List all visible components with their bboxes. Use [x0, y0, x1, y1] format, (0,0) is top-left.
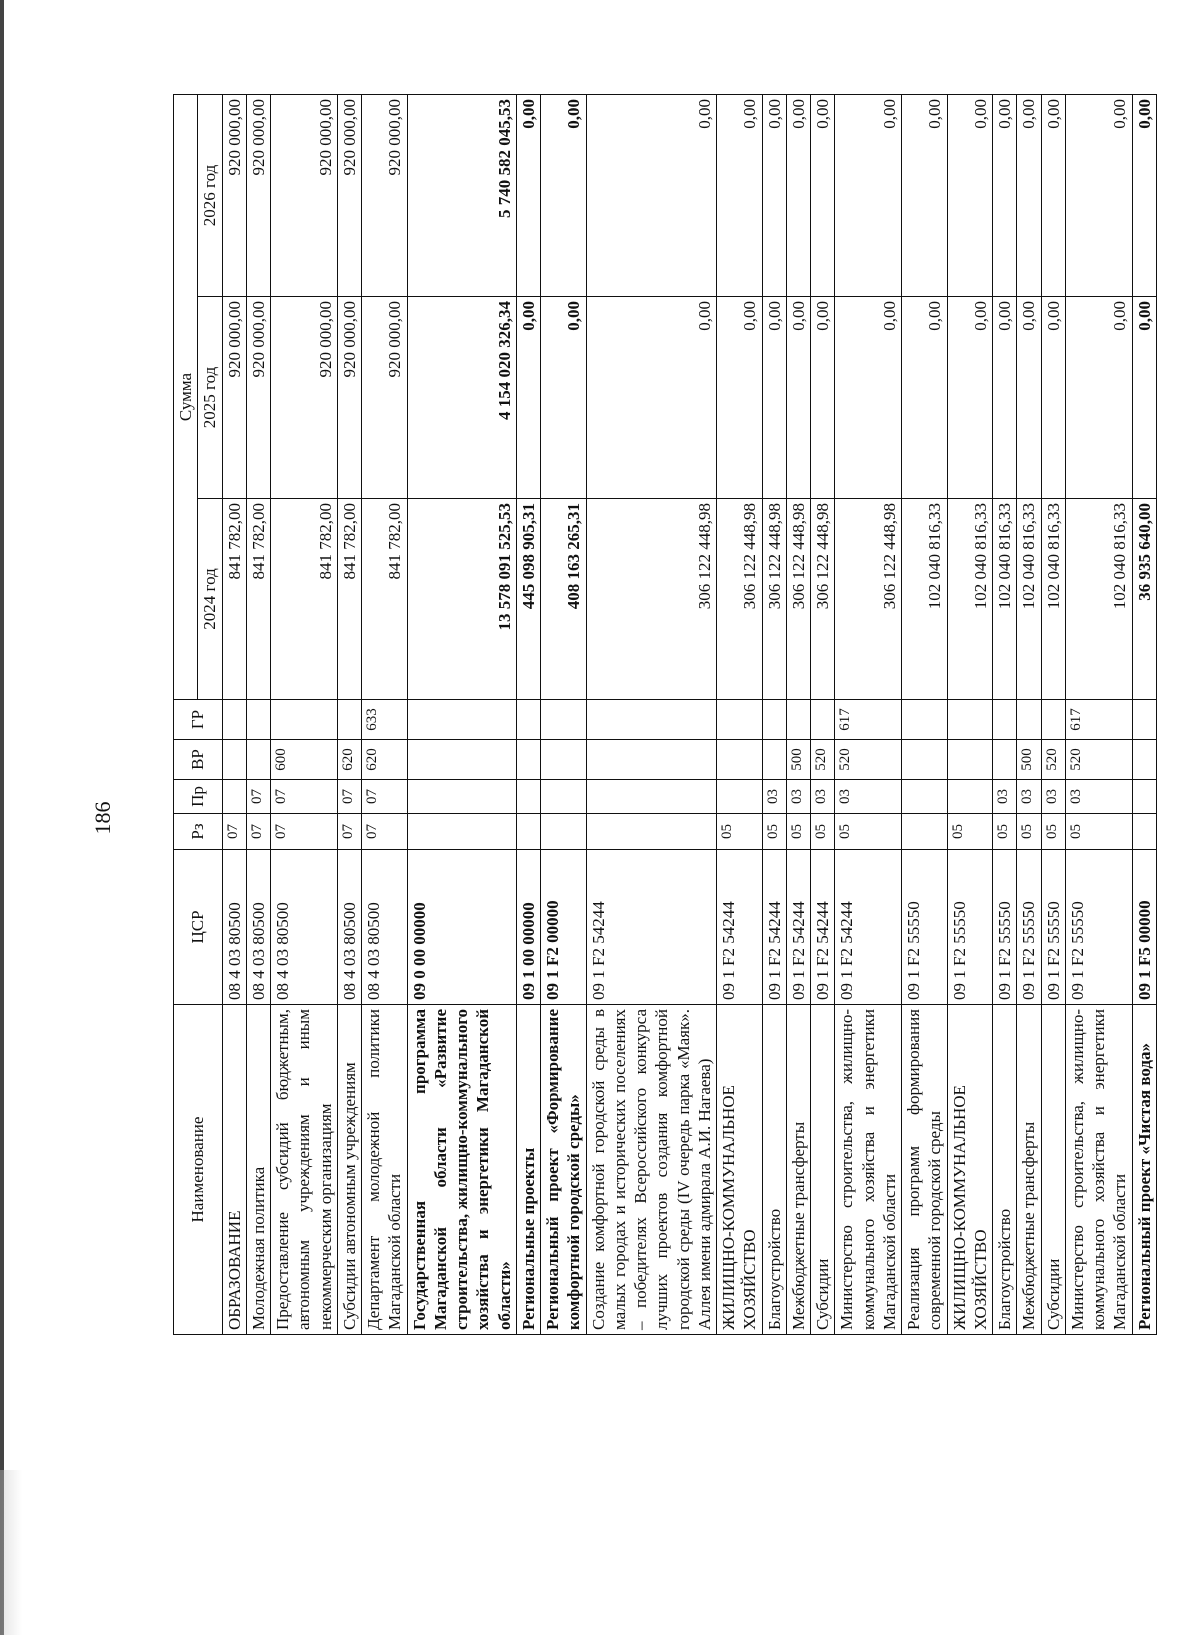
cell-pr: 07	[271, 780, 338, 814]
header-sum: Сумма	[174, 95, 198, 700]
rotated-table-wrapper	[173, 95, 1157, 1335]
cell-gr	[717, 700, 763, 740]
cell-vr	[1132, 740, 1156, 780]
cell-2025: 0,00	[1041, 297, 1065, 499]
header-2025: 2025 год	[198, 297, 222, 499]
cell-gr	[1041, 700, 1065, 740]
cell-2026: 920 000,00	[222, 95, 246, 297]
table-row	[222, 95, 246, 1335]
cell-vr	[993, 740, 1017, 780]
cell-vr	[516, 740, 540, 780]
cell-gr	[902, 700, 948, 740]
table-row	[762, 95, 786, 1335]
cell-name: Региональный проект «Чистая вода»	[1132, 1005, 1156, 1335]
cell-name: Создание комфортной городской среды в малых городах и исторических поселениях – победителях Всероссийского конкурса лучших проектов создания комфортной городской среды (IV очередь парка «Маяк». Аллея имени адмирала А.И. Нагаева)	[586, 1005, 717, 1335]
cell-2024: 102 040 816,33	[1041, 499, 1065, 700]
cell-rz: 05	[762, 814, 786, 850]
cell-2024: 102 040 816,33	[947, 499, 993, 700]
cell-pr: 03	[1017, 780, 1041, 814]
table-row	[586, 95, 717, 1335]
cell-2024: 102 040 816,33	[1017, 499, 1041, 700]
cell-vr: 500	[1017, 740, 1041, 780]
cell-name: Реализация программ формирования современной городской среды	[902, 1005, 948, 1335]
cell-gr	[541, 700, 587, 740]
cell-csr: 08 4 03 80500	[271, 850, 338, 1005]
cell-2024: 13 578 091 525,53	[407, 499, 516, 700]
cell-name: Молодежная политика	[246, 1005, 270, 1335]
cell-2025: 0,00	[516, 297, 540, 499]
cell-pr: 07	[362, 780, 408, 814]
table-row	[541, 95, 587, 1335]
cell-csr: 09 1 F2 55550	[902, 850, 948, 1005]
cell-csr: 09 1 F5 00000	[1132, 850, 1156, 1005]
cell-2024: 306 122 448,98	[717, 499, 763, 700]
table-row	[717, 95, 763, 1335]
cell-2026: 0,00	[993, 95, 1017, 297]
cell-vr	[407, 740, 516, 780]
cell-csr: 09 1 F2 54244	[586, 850, 717, 1005]
cell-2024: 306 122 448,98	[835, 499, 902, 700]
budget-table	[173, 94, 1157, 1335]
table-row	[407, 95, 516, 1335]
cell-gr	[271, 700, 338, 740]
cell-rz: 05	[1041, 814, 1065, 850]
table-row	[902, 95, 948, 1335]
scan-shadow	[0, 1470, 22, 1635]
cell-pr: 07	[246, 780, 270, 814]
cell-pr	[407, 780, 516, 814]
cell-vr: 520	[1041, 740, 1065, 780]
cell-vr: 520	[835, 740, 902, 780]
table-row	[1132, 95, 1156, 1335]
cell-pr	[586, 780, 717, 814]
cell-2025: 920 000,00	[246, 297, 270, 499]
cell-csr: 09 1 F2 55550	[993, 850, 1017, 1005]
cell-2024: 306 122 448,98	[762, 499, 786, 700]
cell-vr: 600	[271, 740, 338, 780]
cell-gr	[947, 700, 993, 740]
cell-name: ЖИЛИЩНО-КОММУНАЛЬНОЕ ХОЗЯЙСТВО	[947, 1005, 993, 1335]
cell-rz	[1132, 814, 1156, 850]
header-rz: Рз	[174, 814, 223, 850]
cell-2026: 920 000,00	[337, 95, 361, 297]
cell-2025: 920 000,00	[337, 297, 361, 499]
cell-pr	[1132, 780, 1156, 814]
cell-2026: 920 000,00	[362, 95, 408, 297]
cell-name: Департамент молодежной политики Магаданской области	[362, 1005, 408, 1335]
cell-2025: 0,00	[947, 297, 993, 499]
cell-2025: 0,00	[811, 297, 835, 499]
cell-name: Государственная программа Магаданской области «Развитие строительства, жилищно-коммунального хозяйства и энергетики Магаданской области»	[407, 1005, 516, 1335]
cell-2024: 306 122 448,98	[811, 499, 835, 700]
cell-csr: 09 1 F2 55550	[1017, 850, 1041, 1005]
cell-2025: 0,00	[786, 297, 810, 499]
cell-2025: 4 154 020 326,34	[407, 297, 516, 499]
cell-csr: 09 0 00 00000	[407, 850, 516, 1005]
cell-rz	[407, 814, 516, 850]
cell-name: Министерство строительства, жилищно-коммунального хозяйства и энергетики Магаданской области	[835, 1005, 902, 1335]
cell-name: Благоустройство	[993, 1005, 1017, 1335]
cell-2026: 0,00	[586, 95, 717, 297]
cell-2024: 102 040 816,33	[993, 499, 1017, 700]
cell-2024: 841 782,00	[246, 499, 270, 700]
cell-name: Субсидии	[811, 1005, 835, 1335]
cell-2025: 920 000,00	[271, 297, 338, 499]
cell-2025: 920 000,00	[362, 297, 408, 499]
cell-csr: 09 1 F2 55550	[1041, 850, 1065, 1005]
cell-rz: 05	[947, 814, 993, 850]
cell-csr: 08 4 03 80500	[222, 850, 246, 1005]
table-row	[993, 95, 1017, 1335]
cell-rz	[516, 814, 540, 850]
cell-2025: 0,00	[902, 297, 948, 499]
cell-vr	[947, 740, 993, 780]
header-row-1	[174, 95, 198, 1335]
cell-pr: 03	[811, 780, 835, 814]
cell-rz: 07	[246, 814, 270, 850]
cell-csr: 09 1 F2 54244	[762, 850, 786, 1005]
cell-gr: 617	[1065, 700, 1132, 740]
cell-2026: 0,00	[516, 95, 540, 297]
cell-2026: 920 000,00	[271, 95, 338, 297]
cell-pr: 03	[1041, 780, 1065, 814]
cell-2024: 841 782,00	[362, 499, 408, 700]
cell-name: Министерство строительства, жилищно-коммунального хозяйства и энергетики Магаданской области	[1065, 1005, 1132, 1335]
cell-gr: 617	[835, 700, 902, 740]
table-row	[271, 95, 338, 1335]
table-row	[1017, 95, 1041, 1335]
cell-vr	[246, 740, 270, 780]
table-row	[1041, 95, 1065, 1335]
cell-csr: 09 1 F2 00000	[541, 850, 587, 1005]
cell-2026: 0,00	[541, 95, 587, 297]
cell-2025: 920 000,00	[222, 297, 246, 499]
cell-vr	[762, 740, 786, 780]
cell-rz: 07	[222, 814, 246, 850]
table-row	[811, 95, 835, 1335]
cell-2025: 0,00	[541, 297, 587, 499]
cell-csr: 09 1 F2 55550	[1065, 850, 1132, 1005]
table-row	[947, 95, 993, 1335]
header-gr: ГР	[174, 700, 223, 740]
cell-2025: 0,00	[1132, 297, 1156, 499]
cell-2026: 0,00	[902, 95, 948, 297]
page-number: 186	[90, 801, 115, 835]
cell-2026: 0,00	[786, 95, 810, 297]
cell-name: Предоставление субсидий бюджетным, автономным учреждениям и иным некоммерческим организациям	[271, 1005, 338, 1335]
cell-csr: 08 4 03 80500	[362, 850, 408, 1005]
cell-2026: 0,00	[947, 95, 993, 297]
cell-gr	[1132, 700, 1156, 740]
cell-name: ЖИЛИЩНО-КОММУНАЛЬНОЕ ХОЗЯЙСТВО	[717, 1005, 763, 1335]
scan-edge	[0, 0, 4, 1635]
cell-pr	[902, 780, 948, 814]
table-row	[246, 95, 270, 1335]
cell-vr: 500	[786, 740, 810, 780]
cell-rz: 05	[993, 814, 1017, 850]
cell-vr: 620	[337, 740, 361, 780]
cell-name: Субсидии автономным учреждениям	[337, 1005, 361, 1335]
cell-rz	[902, 814, 948, 850]
cell-2024: 36 935 640,00	[1132, 499, 1156, 700]
cell-vr	[541, 740, 587, 780]
header-vr: ВР	[174, 740, 223, 780]
table-row	[362, 95, 408, 1335]
cell-name: Региональный проект «Формирование комфортной городской среды»	[541, 1005, 587, 1335]
cell-rz	[586, 814, 717, 850]
header-2026: 2026 год	[198, 95, 222, 297]
cell-2026: 0,00	[1065, 95, 1132, 297]
cell-2026: 0,00	[835, 95, 902, 297]
table-row	[835, 95, 902, 1335]
cell-name: Межбюджетные трансферты	[786, 1005, 810, 1335]
cell-2024: 841 782,00	[337, 499, 361, 700]
cell-rz: 07	[271, 814, 338, 850]
cell-2026: 920 000,00	[246, 95, 270, 297]
cell-gr	[993, 700, 1017, 740]
cell-2024: 306 122 448,98	[586, 499, 717, 700]
table-row	[337, 95, 361, 1335]
cell-2024: 841 782,00	[222, 499, 246, 700]
table-row	[516, 95, 540, 1335]
cell-2026: 0,00	[1017, 95, 1041, 297]
cell-vr	[902, 740, 948, 780]
cell-2025: 0,00	[717, 297, 763, 499]
cell-rz: 05	[811, 814, 835, 850]
cell-csr: 08 4 03 80500	[246, 850, 270, 1005]
cell-vr	[222, 740, 246, 780]
cell-2026: 0,00	[717, 95, 763, 297]
cell-name: Благоустройство	[762, 1005, 786, 1335]
cell-rz	[541, 814, 587, 850]
cell-pr: 03	[993, 780, 1017, 814]
cell-2024: 445 098 905,31	[516, 499, 540, 700]
cell-csr: 09 1 F2 54244	[811, 850, 835, 1005]
header-2024: 2024 год	[198, 499, 222, 700]
cell-gr	[222, 700, 246, 740]
cell-2026: 0,00	[762, 95, 786, 297]
cell-2025: 0,00	[993, 297, 1017, 499]
cell-gr	[337, 700, 361, 740]
cell-gr	[407, 700, 516, 740]
header-pr: Пр	[174, 780, 223, 814]
table-row	[1065, 95, 1132, 1335]
cell-2025: 0,00	[835, 297, 902, 499]
cell-2026: 5 740 582 045,53	[407, 95, 516, 297]
cell-2025: 0,00	[1065, 297, 1132, 499]
cell-2026: 0,00	[811, 95, 835, 297]
cell-vr: 620	[362, 740, 408, 780]
cell-name: Субсидии	[1041, 1005, 1065, 1335]
header-csr: ЦСР	[174, 850, 223, 1005]
cell-rz: 07	[362, 814, 408, 850]
cell-rz: 05	[835, 814, 902, 850]
cell-gr	[1017, 700, 1041, 740]
cell-csr: 08 4 03 80500	[337, 850, 361, 1005]
cell-pr: 03	[835, 780, 902, 814]
cell-2024: 841 782,00	[271, 499, 338, 700]
header-name: Наименование	[174, 1005, 223, 1335]
cell-gr	[762, 700, 786, 740]
cell-pr: 03	[1065, 780, 1132, 814]
cell-pr	[541, 780, 587, 814]
cell-rz: 05	[786, 814, 810, 850]
table-body	[222, 95, 1156, 1335]
cell-vr: 520	[1065, 740, 1132, 780]
cell-gr	[811, 700, 835, 740]
cell-name: ОБРАЗОВАНИЕ	[222, 1005, 246, 1335]
cell-2026: 0,00	[1041, 95, 1065, 297]
cell-csr: 09 1 F2 55550	[947, 850, 993, 1005]
cell-csr: 09 1 F2 54244	[717, 850, 763, 1005]
cell-pr	[717, 780, 763, 814]
cell-csr: 09 1 F2 54244	[835, 850, 902, 1005]
cell-2024: 102 040 816,33	[1065, 499, 1132, 700]
cell-2026: 0,00	[1132, 95, 1156, 297]
cell-csr: 09 1 F2 54244	[786, 850, 810, 1005]
cell-gr	[516, 700, 540, 740]
cell-gr	[586, 700, 717, 740]
cell-pr	[516, 780, 540, 814]
cell-name: Межбюджетные трансферты	[1017, 1005, 1041, 1335]
cell-csr: 09 1 00 00000	[516, 850, 540, 1005]
cell-2025: 0,00	[762, 297, 786, 499]
cell-2024: 102 040 816,33	[902, 499, 948, 700]
cell-2024: 408 163 265,31	[541, 499, 587, 700]
cell-vr	[717, 740, 763, 780]
cell-rz: 05	[717, 814, 763, 850]
cell-pr: 03	[786, 780, 810, 814]
cell-pr: 03	[762, 780, 786, 814]
cell-2024: 306 122 448,98	[786, 499, 810, 700]
cell-pr	[222, 780, 246, 814]
cell-vr	[586, 740, 717, 780]
cell-2025: 0,00	[1017, 297, 1041, 499]
cell-pr	[947, 780, 993, 814]
cell-rz: 05	[1065, 814, 1132, 850]
cell-rz: 05	[1017, 814, 1041, 850]
cell-2025: 0,00	[586, 297, 717, 499]
cell-rz: 07	[337, 814, 361, 850]
cell-pr: 07	[337, 780, 361, 814]
cell-gr	[786, 700, 810, 740]
table-row	[786, 95, 810, 1335]
cell-name: Региональные проекты	[516, 1005, 540, 1335]
cell-gr	[246, 700, 270, 740]
cell-vr: 520	[811, 740, 835, 780]
cell-gr: 633	[362, 700, 408, 740]
